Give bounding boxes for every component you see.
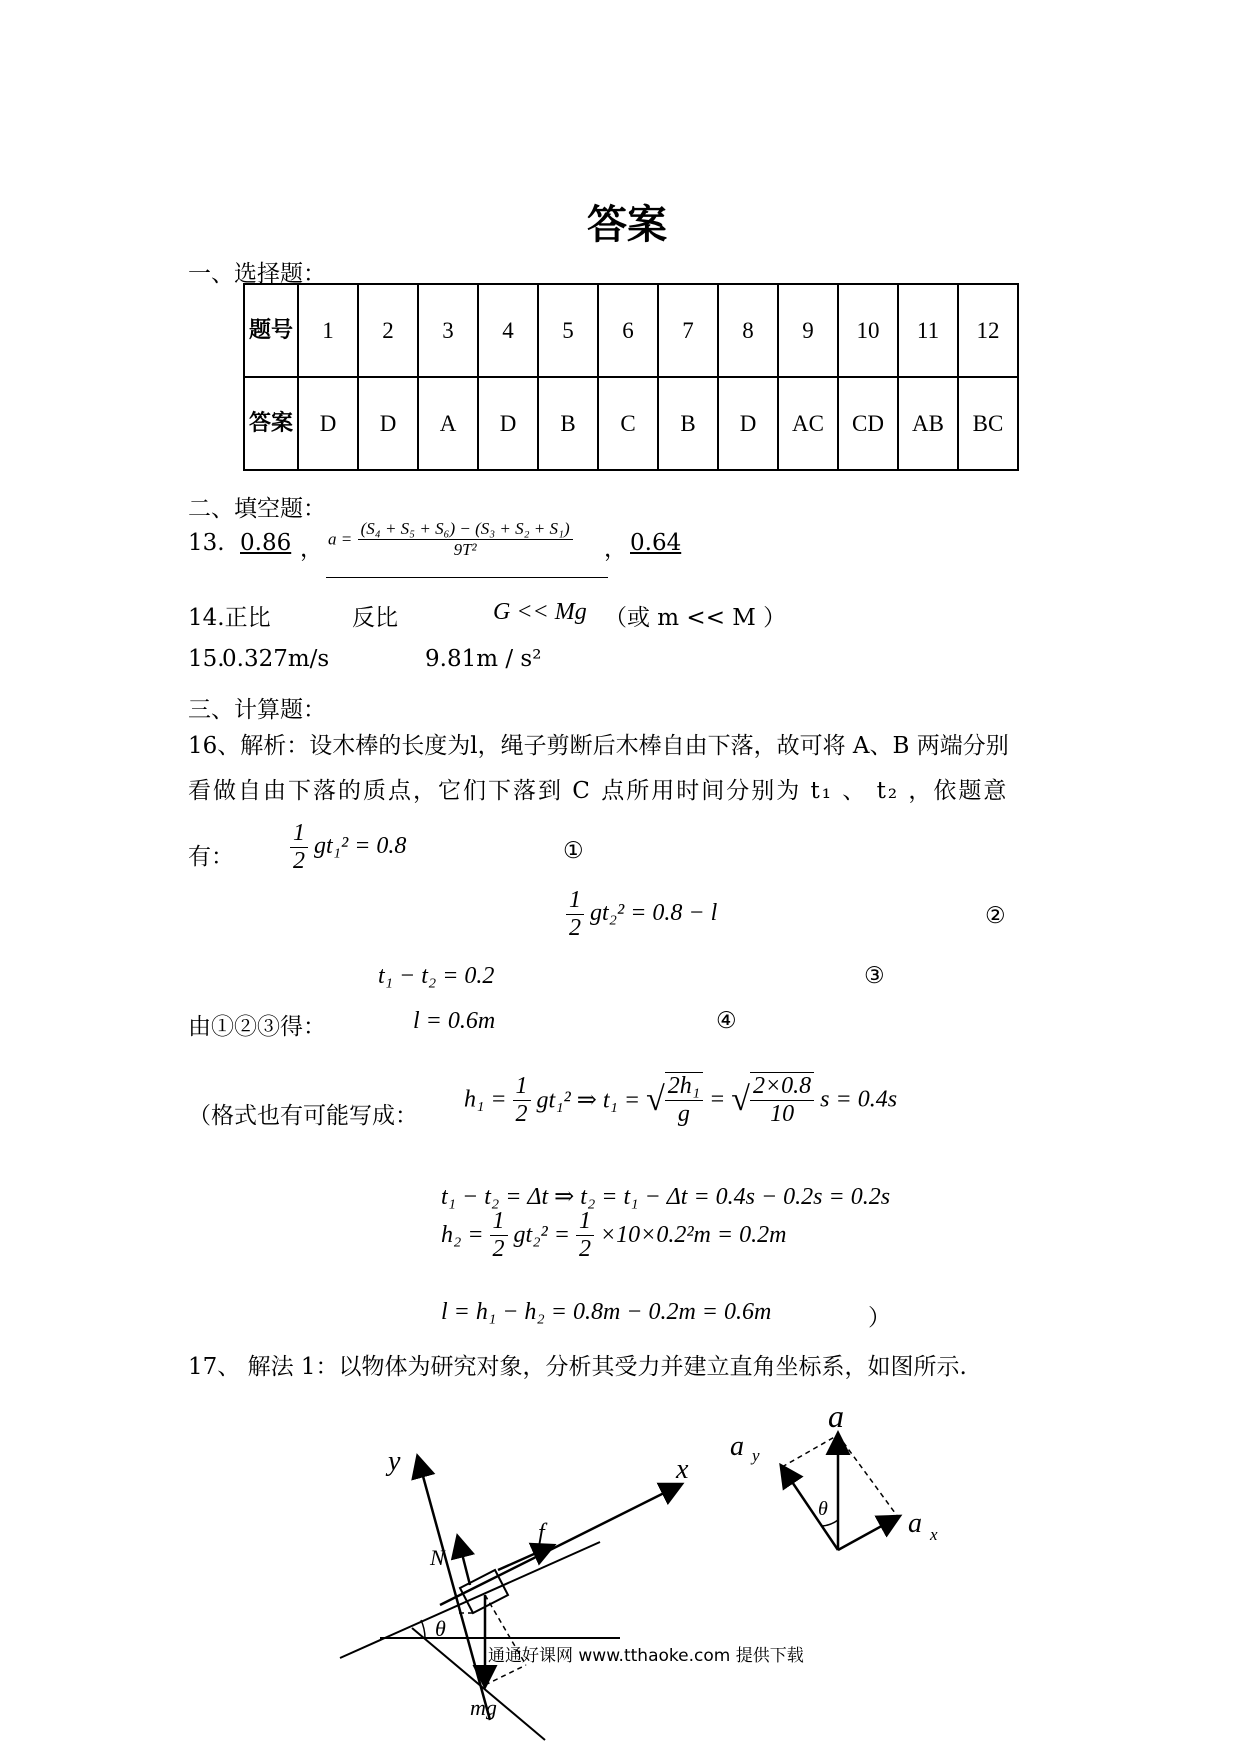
q14-number: 14.正比 — [188, 605, 271, 631]
force-diagram — [330, 1420, 730, 1754]
table-cell: 10 — [838, 284, 898, 377]
q16-eq3: t₁ − t₂ = 0.2 — [378, 963, 495, 989]
table-row-answers — [244, 377, 1018, 470]
table-cell: D — [478, 377, 538, 470]
watermark: 通通好课网 www.tthaoke.com 提供下载 — [488, 1646, 804, 1666]
q16-mark-2: ② — [985, 903, 1006, 929]
section-choice-heading: 一、选择题： — [188, 261, 326, 287]
section-calc-heading: 三、计算题： — [188, 697, 326, 723]
ax-label: a — [908, 1508, 922, 1539]
q16-line-2: 看做自由下落的质点，它们下落到 C 点所用时间分别为 t₁ 、 t₂ ，依题意 — [188, 778, 1009, 804]
table-cell: 6 — [598, 284, 658, 377]
q16-eq4: l = 0.6m — [413, 1008, 496, 1034]
ax-arrow — [838, 1517, 898, 1550]
q15-answer-2: 9.81m / s² — [425, 646, 542, 672]
angle-label: θ — [435, 1616, 446, 1641]
q15-answer-1: 0.327m/s — [222, 646, 330, 672]
q17-line: 17、 解法 1：以物体为研究对象，分析其受力并建立直角坐标系，如图所示. — [188, 1354, 967, 1380]
table-cell: 9 — [778, 284, 838, 377]
a-label: a — [828, 1398, 844, 1434]
gravity-label: mg — [470, 1695, 497, 1720]
q13-fraction — [358, 519, 573, 560]
q13-comma-1: ， — [300, 536, 323, 562]
y-axis-label: y — [388, 1446, 401, 1477]
q13-formula-lhs: a = — [328, 529, 353, 549]
table-cell: 3 — [418, 284, 478, 377]
table-cell: B — [658, 377, 718, 470]
half-fraction: $\frac{1}{2}$ — [290, 820, 308, 875]
table-cell: 2 — [358, 284, 418, 377]
x-axis-arrow — [440, 1485, 680, 1605]
table-cell: B — [538, 377, 598, 470]
normal-force-label: N — [430, 1545, 445, 1570]
sqrt-fraction-1: $\frac{\text{2h₁}}{g}$ — [665, 1072, 703, 1128]
q16-you: 有： — [188, 844, 234, 870]
ay-label: a — [730, 1431, 744, 1462]
q13-answer-2: 0.64 — [630, 530, 682, 556]
sqrt-symbol: √ — [646, 1081, 665, 1118]
half-fraction: $\frac{1}{2}$ — [513, 1073, 531, 1128]
ay-arrow — [782, 1467, 838, 1550]
q16-alt-line-1: h₁ = $\frac{1}{2}$ gt₁² ⇒ t₁ = √ $\frac{\text{2h₁}}{g}$ = √ $\frac{2\times 0.8}{10}$ s = 0.4s — [464, 1072, 898, 1127]
table-row-numbers — [244, 284, 1018, 377]
ay-sub-label: y — [752, 1446, 760, 1465]
q13-formula — [328, 519, 573, 560]
q14-answer-3: G << Mg — [493, 599, 587, 625]
table-cell: C — [598, 377, 658, 470]
q16-eq2: $\frac{1}{2}$ gt₂² = 0.8 − l — [566, 887, 717, 942]
table-answer-label: 答案 — [244, 377, 298, 470]
table-cell: D — [718, 377, 778, 470]
q16-line-1: 16、解析：设木棒的长度为l，绳子剪断后木棒自由下落，故可将 A、B 两端分别 — [188, 733, 1009, 759]
table-cell: 7 — [658, 284, 718, 377]
q13-fraction-denominator: 9T² — [453, 540, 477, 559]
table-cell: 5 — [538, 284, 598, 377]
table-cell: 11 — [898, 284, 958, 377]
q16-alt-intro: （格式也有可能写成： — [188, 1103, 418, 1129]
q13-answer-1: 0.86 — [240, 530, 292, 556]
friction-label: f — [538, 1520, 545, 1546]
q13-comma-2: ， — [604, 536, 627, 562]
q14-alternative: （或 m << M ） — [604, 605, 787, 631]
ax-sub-label: x — [930, 1525, 938, 1544]
sqrt-fraction-2: $\frac{2\times 0.8}{10}$ — [750, 1072, 814, 1128]
q13-underline — [326, 577, 608, 578]
table-cell: BC — [958, 377, 1018, 470]
half-fraction: $\frac{1}{2}$ — [576, 1208, 594, 1263]
dash-top-right — [838, 1435, 898, 1517]
component-dash-1 — [485, 1665, 526, 1685]
x-axis-label: x — [676, 1454, 689, 1485]
q16-alt-line-2: t₁ − t₂ = Δt ⇒ t₂ = t₁ − Δt = 0.4s − 0.2s = 0.2s — [441, 1184, 891, 1210]
table-cell: D — [298, 377, 358, 470]
q13-fraction-numerator: (S₄ + S₅ + S₆) − (S₃ + S₂ + S₁) — [358, 519, 573, 540]
table-cell: CD — [838, 377, 898, 470]
q15-number: 15. — [188, 646, 225, 672]
q13-number: 13. — [188, 530, 225, 556]
dash-top-left — [782, 1435, 838, 1467]
q16-alt-line-4: l = h₁ − h₂ = 0.8m − 0.2m = 0.6m — [441, 1299, 772, 1325]
table-cell: AC — [778, 377, 838, 470]
sqrt-symbol: √ — [731, 1081, 750, 1118]
table-cell: D — [358, 377, 418, 470]
table-cell: 12 — [958, 284, 1018, 377]
table-cell: 4 — [478, 284, 538, 377]
q14-answer-2: 反比 — [352, 605, 398, 631]
q16-mark-4: ④ — [716, 1008, 737, 1034]
q16-alt-line-3: h₂ = $\frac{1}{2}$ gt₂² = $\frac{1}{2}$ ×10×0.2²m = 0.2m — [441, 1208, 787, 1262]
table-cell: 8 — [718, 284, 778, 377]
normal-force-arrow — [458, 1538, 470, 1585]
half-fraction: $\frac{1}{2}$ — [566, 887, 584, 942]
answer-table — [243, 283, 1019, 471]
q16-eq1: $\frac{1}{2}$ gt₁² = 0.8 — [290, 820, 406, 875]
acceleration-diagram — [720, 1395, 950, 1575]
q16-mark-1: ① — [563, 838, 584, 864]
q16-close-paren: ） — [868, 1305, 891, 1331]
table-cell: AB — [898, 377, 958, 470]
table-cell: A — [418, 377, 478, 470]
page-title: 答案 — [587, 202, 667, 248]
section-fill-heading: 二、填空题： — [188, 496, 326, 522]
table-header-label: 题号 — [244, 284, 298, 377]
table-cell: 1 — [298, 284, 358, 377]
y-axis-arrow — [418, 1458, 490, 1720]
theta-arc — [822, 1520, 838, 1526]
q16-mark-3: ③ — [864, 963, 885, 989]
half-fraction: $\frac{1}{2}$ — [490, 1208, 508, 1263]
q16-from: 由①②③得： — [188, 1014, 326, 1040]
theta-label: θ — [818, 1498, 828, 1520]
